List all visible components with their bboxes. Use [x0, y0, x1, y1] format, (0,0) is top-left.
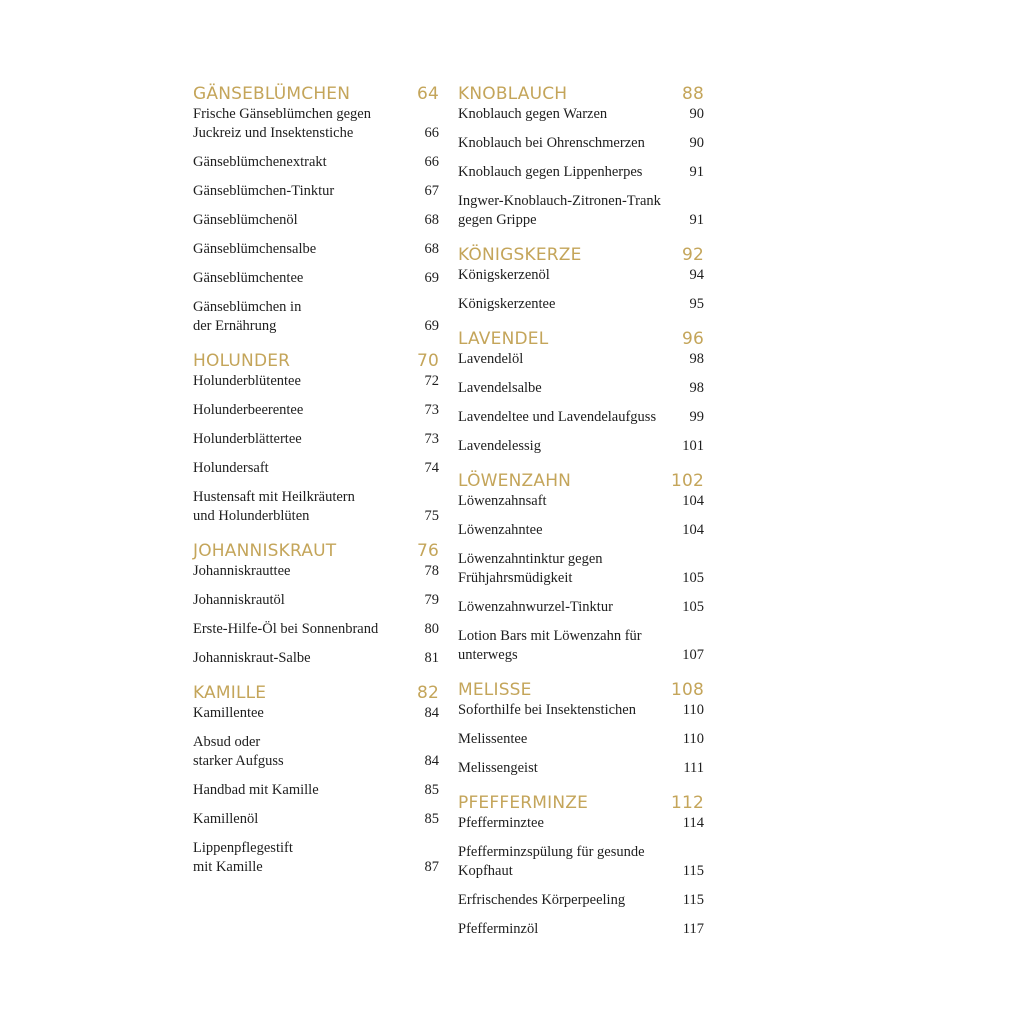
- entry-page-number: 105: [682, 599, 704, 615]
- entry-page-number: 115: [682, 863, 704, 879]
- toc-entry: [458, 920, 704, 939]
- entry-page-number: 66: [424, 125, 439, 141]
- toc-section-melisse: [458, 680, 704, 778]
- entry-page-number: 84: [424, 705, 439, 721]
- entry-title: Holunderblättertee: [193, 431, 302, 447]
- entry-title: Johanniskraut-Salbe: [193, 650, 311, 666]
- entry-title: Holunderbeerentee: [193, 402, 304, 418]
- section-title: KNOBLAUCH: [458, 84, 568, 104]
- toc-entry: [193, 591, 439, 610]
- toc-entry: [193, 401, 439, 420]
- toc-section-loewenzahn: [458, 471, 704, 665]
- entry-title: Löwenzahntee: [458, 522, 543, 538]
- entry-title: Hustensaft mit Heilkräutern und Holunderblüten: [193, 489, 355, 524]
- entry-page-number: 111: [683, 760, 704, 776]
- entry-page-number: 79: [424, 592, 439, 608]
- section-heading: [193, 683, 439, 704]
- toc-entry: [458, 814, 704, 833]
- toc-entry: [193, 733, 439, 771]
- section-heading: [193, 541, 439, 562]
- section-page-number: 64: [416, 84, 439, 104]
- toc-entry: [458, 163, 704, 182]
- section-page-number: 112: [670, 793, 704, 813]
- entry-title: Gänseblümchenextrakt: [193, 154, 327, 170]
- entry-title: Lavendelöl: [458, 351, 524, 367]
- section-page-number: 96: [681, 329, 704, 349]
- entry-title: Knoblauch gegen Lippenherpes: [458, 164, 643, 180]
- section-page-number: 102: [670, 471, 704, 491]
- section-heading: [458, 84, 704, 105]
- toc-entry: [458, 134, 704, 153]
- entry-page-number: 69: [424, 270, 439, 286]
- toc-entry: [193, 459, 439, 478]
- entry-page-number: 72: [424, 373, 439, 389]
- entry-title: Knoblauch bei Ohrenschmerzen: [458, 135, 645, 151]
- toc-section-lavendel: [458, 329, 704, 456]
- section-title: PFEFFERMINZE: [458, 793, 589, 813]
- entry-title: Holunderblütentee: [193, 373, 301, 389]
- section-title: KAMILLE: [193, 683, 267, 703]
- entry-title: Pfefferminztee: [458, 815, 544, 831]
- entry-list: [193, 372, 439, 526]
- toc-entry: [193, 488, 439, 526]
- entry-title: Löwenzahnsaft: [458, 493, 547, 509]
- toc-entry: [193, 211, 439, 230]
- toc-entry: [193, 105, 439, 143]
- toc-entry: [193, 810, 439, 829]
- section-title: HOLUNDER: [193, 351, 291, 371]
- entry-title: Löwenzahntinktur gegen Frühjahrsmüdigkeit: [458, 551, 603, 586]
- toc-entry: [458, 891, 704, 910]
- toc-entry: [193, 620, 439, 639]
- entry-title: Johanniskrautöl: [193, 592, 285, 608]
- entry-title: Lotion Bars mit Löwenzahn für unterwegs: [458, 628, 642, 663]
- entry-page-number: 99: [689, 409, 704, 425]
- toc-entry: [193, 269, 439, 288]
- entry-title: Holundersaft: [193, 460, 269, 476]
- toc-entry: [458, 550, 704, 588]
- entry-title: Soforthilfe bei Insektenstichen: [458, 702, 636, 718]
- entry-page-number: 110: [682, 702, 704, 718]
- entry-page-number: 68: [424, 241, 439, 257]
- toc-entry: [458, 627, 704, 665]
- toc-section-gaensebluemchen: [193, 84, 439, 336]
- toc-entry: [458, 105, 704, 124]
- entry-page-number: 117: [682, 921, 704, 937]
- entry-page-number: 69: [424, 318, 439, 334]
- entry-page-number: 105: [682, 570, 704, 586]
- toc-entry: [458, 521, 704, 540]
- section-page-number: 70: [416, 351, 439, 371]
- entry-page-number: 85: [424, 782, 439, 798]
- entry-title: Frische Gänseblümchen gegen Juckreiz und Insektenstiche: [193, 106, 371, 141]
- section-heading: [458, 471, 704, 492]
- entry-title: Löwenzahnwurzel-Tinktur: [458, 599, 613, 615]
- entry-list: [193, 562, 439, 668]
- entry-page-number: 98: [689, 380, 704, 396]
- entry-list: [458, 350, 704, 456]
- toc-section-koenigskerze: [458, 245, 704, 314]
- entry-page-number: 74: [424, 460, 439, 476]
- entry-title: Absud oder starker Aufguss: [193, 734, 284, 769]
- section-heading: [458, 329, 704, 350]
- entry-page-number: 87: [424, 859, 439, 875]
- toc-right-column: [458, 84, 704, 939]
- toc-entry: [458, 379, 704, 398]
- toc-section-holunder: [193, 351, 439, 526]
- entry-list: [193, 704, 439, 877]
- entry-title: Königskerzenöl: [458, 267, 550, 283]
- toc-entry: [458, 759, 704, 778]
- entry-page-number: 84: [424, 753, 439, 769]
- entry-title: Gänseblümchensalbe: [193, 241, 317, 257]
- entry-page-number: 81: [424, 650, 439, 666]
- entry-page-number: 94: [689, 267, 704, 283]
- section-title: JOHANNISKRAUT: [193, 541, 337, 561]
- entry-list: [458, 701, 704, 778]
- entry-list: [458, 492, 704, 665]
- toc-entry: [458, 598, 704, 617]
- entry-page-number: 90: [689, 135, 704, 151]
- section-title: LAVENDEL: [458, 329, 549, 349]
- entry-page-number: 104: [682, 493, 704, 509]
- entry-page-number: 95: [689, 296, 704, 312]
- toc-entry: [458, 492, 704, 511]
- toc-left-column: [193, 84, 439, 877]
- entry-page-number: 73: [424, 431, 439, 447]
- toc-entry: [458, 408, 704, 427]
- section-page-number: 92: [681, 245, 704, 265]
- entry-title: Ingwer-Knoblauch-Zitronen-Trank gegen Grippe: [458, 193, 661, 228]
- entry-page-number: 80: [424, 621, 439, 637]
- entry-page-number: 85: [424, 811, 439, 827]
- entry-title: Kamillentee: [193, 705, 264, 721]
- section-heading: [193, 351, 439, 372]
- section-title: LÖWENZAHN: [458, 471, 572, 491]
- entry-title: Lippenpflegestift mit Kamille: [193, 840, 293, 875]
- entry-title: Kamillenöl: [193, 811, 259, 827]
- entry-title: Pfefferminzöl: [458, 921, 539, 937]
- entry-title: Gänseblümchentee: [193, 270, 304, 286]
- toc-entry: [193, 649, 439, 668]
- section-page-number: 88: [681, 84, 704, 104]
- entry-list: [193, 105, 439, 336]
- toc-entry: [458, 295, 704, 314]
- toc-entry: [193, 240, 439, 259]
- entry-title: Melissengeist: [458, 760, 538, 776]
- section-title: GÄNSEBLÜMCHEN: [193, 84, 351, 104]
- toc-entry: [458, 730, 704, 749]
- entry-page-number: 75: [424, 508, 439, 524]
- entry-title: Gänseblümchenöl: [193, 212, 298, 228]
- section-title: KÖNIGSKERZE: [458, 245, 582, 265]
- entry-page-number: 98: [689, 351, 704, 367]
- section-heading: [458, 793, 704, 814]
- toc-entry: [193, 298, 439, 336]
- toc-entry: [193, 704, 439, 723]
- entry-title: Königskerzentee: [458, 296, 556, 312]
- entry-page-number: 78: [424, 563, 439, 579]
- entry-title: Lavendeltee und Lavendelaufguss: [458, 409, 657, 425]
- toc-entry: [193, 562, 439, 581]
- entry-title: Lavendelsalbe: [458, 380, 542, 396]
- entry-list: [458, 266, 704, 314]
- section-page-number: 108: [670, 680, 704, 700]
- entry-title: Pfefferminzspülung für gesunde Kopfhaut: [458, 844, 645, 879]
- toc-entry: [193, 839, 439, 877]
- entry-title: Handbad mit Kamille: [193, 782, 319, 798]
- entry-page-number: 66: [424, 154, 439, 170]
- entry-page-number: 91: [689, 212, 704, 228]
- toc-entry: [193, 781, 439, 800]
- entry-page-number: 104: [682, 522, 704, 538]
- entry-title: Gänseblümchen in der Ernährung: [193, 299, 302, 334]
- section-heading: [458, 245, 704, 266]
- entry-title: Erfrischendes Körperpeeling: [458, 892, 626, 908]
- toc-entry: [458, 843, 704, 881]
- entry-page-number: 91: [689, 164, 704, 180]
- toc-entry: [193, 372, 439, 391]
- toc-entry: [458, 192, 704, 230]
- entry-title: Melissentee: [458, 731, 528, 747]
- toc-entry: [458, 437, 704, 456]
- toc-entry: [458, 701, 704, 720]
- entry-list: [458, 105, 704, 230]
- entry-title: Gänseblümchen-Tinktur: [193, 183, 335, 199]
- entry-page-number: 115: [682, 892, 704, 908]
- entry-title: Johanniskrauttee: [193, 563, 291, 579]
- entry-title: Knoblauch gegen Warzen: [458, 106, 608, 122]
- section-heading: [193, 84, 439, 105]
- toc-section-johanniskraut: [193, 541, 439, 668]
- entry-page-number: 107: [682, 647, 704, 663]
- entry-page-number: 114: [682, 815, 704, 831]
- entry-page-number: 110: [682, 731, 704, 747]
- toc-entry: [193, 430, 439, 449]
- entry-page-number: 90: [689, 106, 704, 122]
- toc-entry: [458, 266, 704, 285]
- entry-page-number: 67: [424, 183, 439, 199]
- section-title: MELISSE: [458, 680, 532, 700]
- entry-title: Lavendelessig: [458, 438, 541, 454]
- section-page-number: 76: [416, 541, 439, 561]
- toc-entry: [458, 350, 704, 369]
- entry-title: Erste-Hilfe-Öl bei Sonnenbrand: [193, 621, 379, 637]
- section-heading: [458, 680, 704, 701]
- toc-section-pfefferminze: [458, 793, 704, 939]
- section-page-number: 82: [416, 683, 439, 703]
- entry-page-number: 101: [682, 438, 704, 454]
- entry-page-number: 73: [424, 402, 439, 418]
- toc-section-kamille: [193, 683, 439, 877]
- entry-page-number: 68: [424, 212, 439, 228]
- toc-section-knoblauch: [458, 84, 704, 230]
- toc-entry: [193, 153, 439, 172]
- entry-list: [458, 814, 704, 939]
- toc-entry: [193, 182, 439, 201]
